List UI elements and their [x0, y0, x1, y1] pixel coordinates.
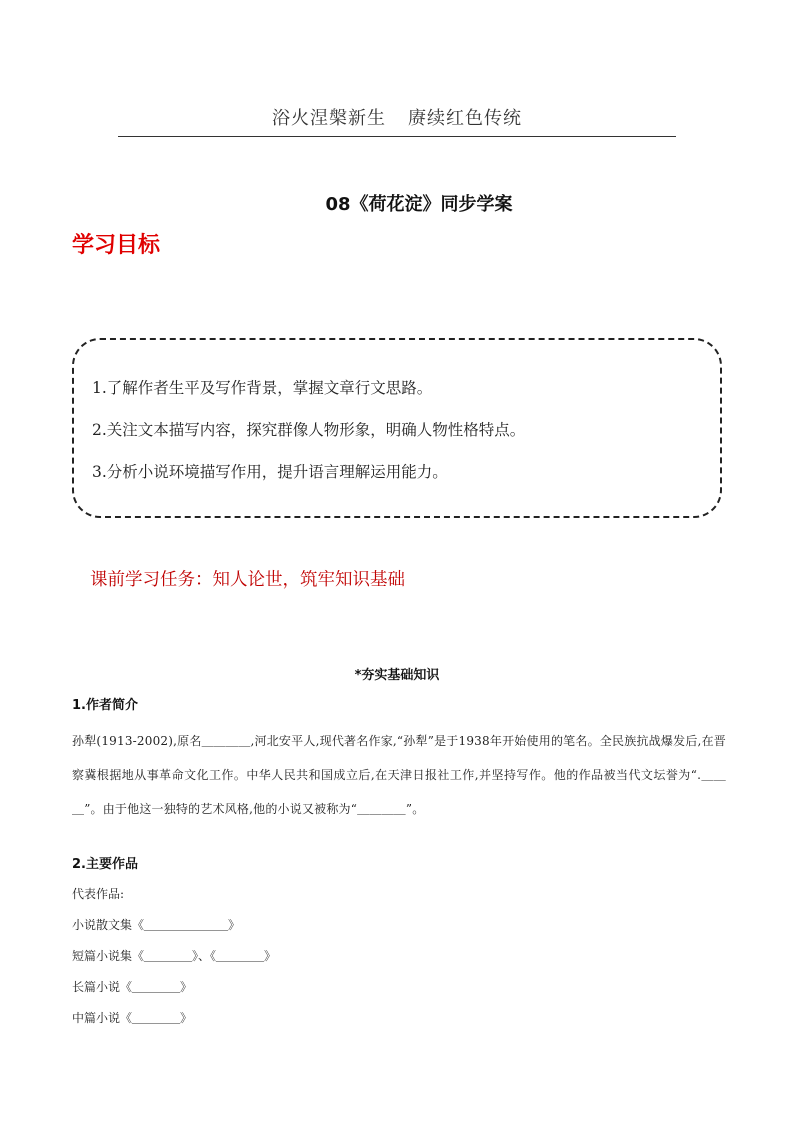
- main-works-heading: 2.主要作品: [72, 857, 138, 872]
- works-line: 短篇小说集《＿＿＿＿》、《＿＿＿＿》: [72, 949, 277, 963]
- goal-item: 1.了解作者生平及写作背景，掌握文章行文思路。: [92, 379, 433, 397]
- works-line: 中篇小说《＿＿＿＿》: [72, 1011, 193, 1025]
- header-divider: [118, 136, 676, 137]
- pre-class-task-heading: 课前学习任务：知人论世，筑牢知识基础: [90, 570, 405, 590]
- author-intro-heading: 1.作者简介: [72, 698, 138, 713]
- goal-item: 2.关注文本描写内容，探究群像人物形象，明确人物性格特点。: [92, 421, 526, 439]
- header-title: [0, 104, 794, 130]
- basic-knowledge-subheading: *夯实基础知识: [354, 668, 440, 683]
- works-line: 长篇小说《＿＿＿＿》: [72, 980, 193, 994]
- header-title-part1: 浴火涅槃新生: [272, 108, 386, 129]
- works-line: 小说散文集《＿＿＿＿＿＿＿》: [72, 918, 241, 932]
- author-intro-paragraph: 孙犁(1913-2002),原名＿＿＿＿,河北安平人,现代著名作家,“孙犁”是于1938年开始使用的笔名。全民族抗战爆发后,在晋察冀根据地从事革命文化工作。中华人民共和国成立后,在天津日报社工作,并坚持写作。他的作品被当代文坛誉为“.＿＿＿”。由于他这一独特的艺术风格,他的小说又被称为“＿＿＿＿”。: [72, 734, 726, 816]
- document-title: 08《荷花淀》同步学案: [325, 194, 513, 215]
- works-line: 代表作品:: [72, 887, 125, 901]
- learning-goals-heading: 学习目标: [72, 233, 161, 258]
- goal-item: 3.分析小说环境描写作用，提升语言理解运用能力。: [92, 463, 448, 481]
- header-title-part2: 赓续红色传统: [408, 108, 522, 129]
